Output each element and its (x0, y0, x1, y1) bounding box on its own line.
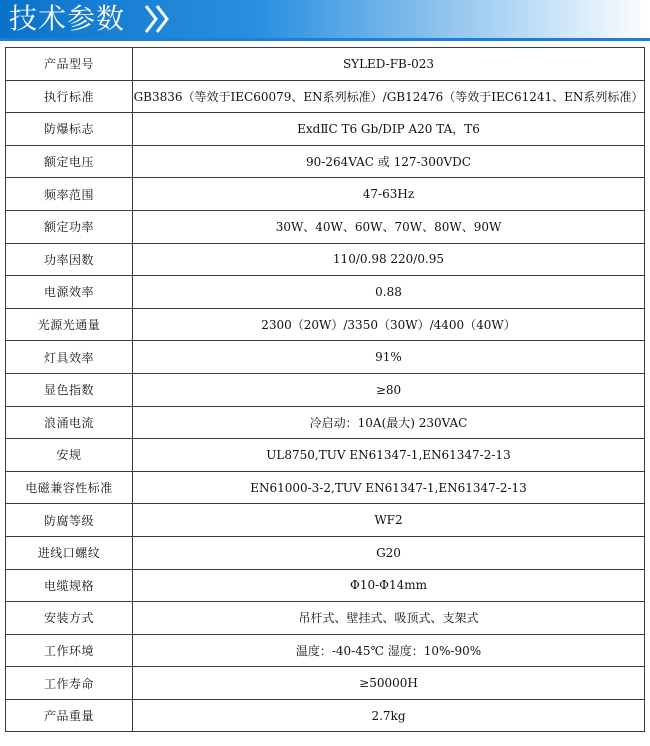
spec-value: 温度：-40-45℃ 湿度：10%-90% (133, 634, 645, 667)
spec-row (6, 80, 645, 113)
spec-value: 吊杆式、壁挂式、吸顶式、支架式 (133, 602, 645, 635)
section-header (0, 0, 650, 43)
spec-row (6, 439, 645, 472)
spec-value: UL8750,TUV EN61347-1,EN61347-2-13 (133, 439, 645, 472)
spec-value: EN61000-3-2,TUV EN61347-1,EN61347-2-13 (133, 471, 645, 504)
spec-label: 工作寿命 (6, 667, 133, 700)
spec-row (6, 569, 645, 602)
spec-value: 2300（20W）/3350（30W）/4400（40W） (133, 308, 645, 341)
spec-value: Φ10-Φ14mm (133, 569, 645, 602)
spec-row (6, 308, 645, 341)
spec-table-body (6, 48, 645, 732)
spec-label: 工作环境 (6, 634, 133, 667)
spec-row (6, 667, 645, 700)
spec-row (6, 341, 645, 374)
spec-label: 额定电压 (6, 145, 133, 178)
spec-label: 频率范围 (6, 178, 133, 211)
spec-label: 电缆规格 (6, 569, 133, 602)
spec-row (6, 178, 645, 211)
spec-row (6, 243, 645, 276)
spec-label: 安规 (6, 439, 133, 472)
spec-value: 30W、40W、60W、70W、80W、90W (133, 210, 645, 243)
spec-table (5, 47, 645, 732)
spec-row (6, 373, 645, 406)
spec-row (6, 210, 645, 243)
spec-label: 功率因数 (6, 243, 133, 276)
spec-value: 90-264VAC 或 127-300VDC (133, 145, 645, 178)
spec-row (6, 602, 645, 635)
spec-label: 执行标准 (6, 80, 133, 113)
spec-value: WF2 (133, 504, 645, 537)
spec-label: 产品重量 (6, 699, 133, 732)
spec-value: 47-63Hz (133, 178, 645, 211)
spec-row (6, 699, 645, 732)
spec-label: 灯具效率 (6, 341, 133, 374)
spec-value: 冷启动：10A(最大) 230VAC (133, 406, 645, 439)
spec-value: ≥80 (133, 373, 645, 406)
spec-label: 电源效率 (6, 276, 133, 309)
spec-label: 安装方式 (6, 602, 133, 635)
spec-value: SYLED-FB-023 (133, 48, 645, 81)
spec-row (6, 113, 645, 146)
spec-label: 防腐等级 (6, 504, 133, 537)
spec-value: ≥50000H (133, 667, 645, 700)
spec-label: 浪涌电流 (6, 406, 133, 439)
spec-value: 2.7kg (133, 699, 645, 732)
spec-label: 光源光通量 (6, 308, 133, 341)
spec-label: 电磁兼容性标准 (6, 471, 133, 504)
spec-label: 额定功率 (6, 210, 133, 243)
spec-value: GB3836（等效于IEC60079、EN系列标准）/GB12476（等效于IEC61241、EN系列标准） (133, 80, 645, 113)
section-title: 技术参数 (9, 2, 126, 35)
spec-value: 91% (133, 341, 645, 374)
spec-label: 显色指数 (6, 373, 133, 406)
spec-row (6, 536, 645, 569)
double-chevron-right-icon (143, 3, 173, 35)
spec-row (6, 634, 645, 667)
spec-row (6, 471, 645, 504)
spec-value: ExdⅡC T6 Gb/DIP A20 TA，T6 (133, 113, 645, 146)
spec-label: 产品型号 (6, 48, 133, 81)
spec-label: 防爆标志 (6, 113, 133, 146)
header-underline (0, 38, 650, 41)
spec-row (6, 48, 645, 81)
spec-row (6, 145, 645, 178)
spec-row (6, 504, 645, 537)
spec-value: 0.88 (133, 276, 645, 309)
spec-row (6, 406, 645, 439)
spec-value: G20 (133, 536, 645, 569)
spec-value: 110/0.98 220/0.95 (133, 243, 645, 276)
spec-row (6, 276, 645, 309)
spec-label: 进线口螺纹 (6, 536, 133, 569)
